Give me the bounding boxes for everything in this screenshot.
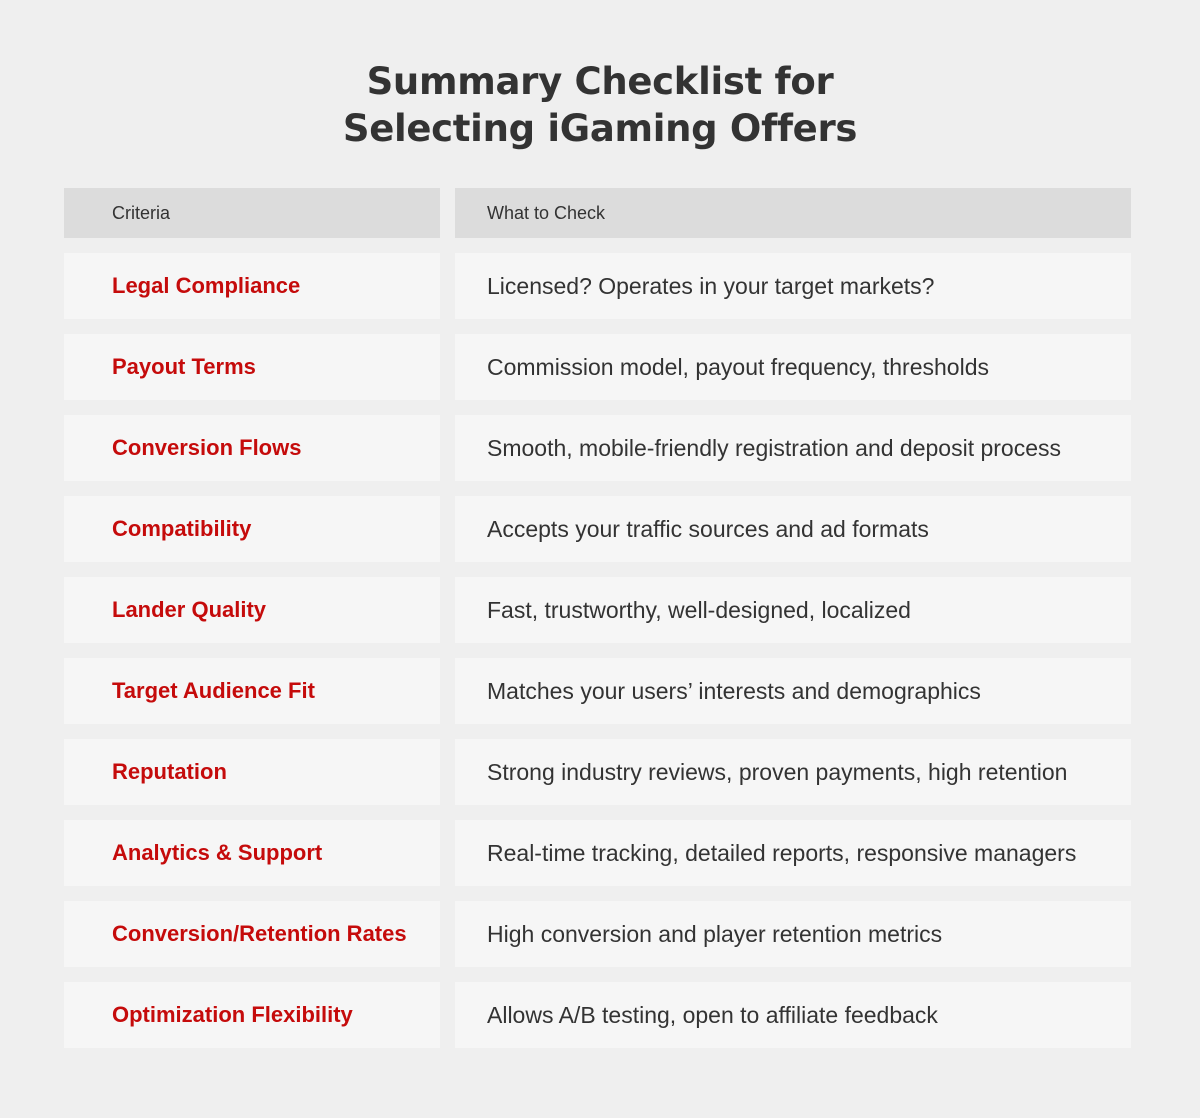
table-row bbox=[64, 496, 1131, 562]
table-row bbox=[64, 739, 1131, 805]
table-row bbox=[64, 253, 1131, 319]
criteria-cell: Analytics & Support bbox=[64, 820, 440, 886]
table-header-row bbox=[64, 188, 1131, 238]
criteria-cell: Target Audience Fit bbox=[64, 658, 440, 724]
check-cell: Accepts your traffic sources and ad formats bbox=[455, 496, 1131, 562]
page-title bbox=[0, 58, 1200, 152]
check-cell: Fast, trustworthy, well-designed, localized bbox=[455, 577, 1131, 643]
criteria-cell: Payout Terms bbox=[64, 334, 440, 400]
header-criteria: Criteria bbox=[64, 188, 440, 238]
check-cell: Allows A/B testing, open to affiliate feedback bbox=[455, 982, 1131, 1048]
check-cell: Smooth, mobile-friendly registration and deposit process bbox=[455, 415, 1131, 481]
criteria-cell: Conversion/Retention Rates bbox=[64, 901, 440, 967]
check-cell: High conversion and player retention metrics bbox=[455, 901, 1131, 967]
title-line-1: Summary Checklist for bbox=[366, 60, 834, 103]
criteria-cell: Legal Compliance bbox=[64, 253, 440, 319]
criteria-cell: Compatibility bbox=[64, 496, 440, 562]
table-row bbox=[64, 658, 1131, 724]
table-row bbox=[64, 334, 1131, 400]
table-row bbox=[64, 982, 1131, 1048]
table-row bbox=[64, 820, 1131, 886]
criteria-cell: Lander Quality bbox=[64, 577, 440, 643]
criteria-cell: Optimization Flexibility bbox=[64, 982, 440, 1048]
checklist-table bbox=[64, 188, 1131, 1063]
table-row bbox=[64, 415, 1131, 481]
header-what-to-check: What to Check bbox=[455, 188, 1131, 238]
title-line-2: Selecting iGaming Offers bbox=[342, 107, 858, 150]
table-row bbox=[64, 577, 1131, 643]
criteria-cell: Reputation bbox=[64, 739, 440, 805]
check-cell: Commission model, payout frequency, thresholds bbox=[455, 334, 1131, 400]
criteria-cell: Conversion Flows bbox=[64, 415, 440, 481]
check-cell: Real-time tracking, detailed reports, responsive managers bbox=[455, 820, 1131, 886]
check-cell: Strong industry reviews, proven payments, high retention bbox=[455, 739, 1131, 805]
check-cell: Licensed? Operates in your target markets? bbox=[455, 253, 1131, 319]
table-row bbox=[64, 901, 1131, 967]
check-cell: Matches your users’ interests and demographics bbox=[455, 658, 1131, 724]
